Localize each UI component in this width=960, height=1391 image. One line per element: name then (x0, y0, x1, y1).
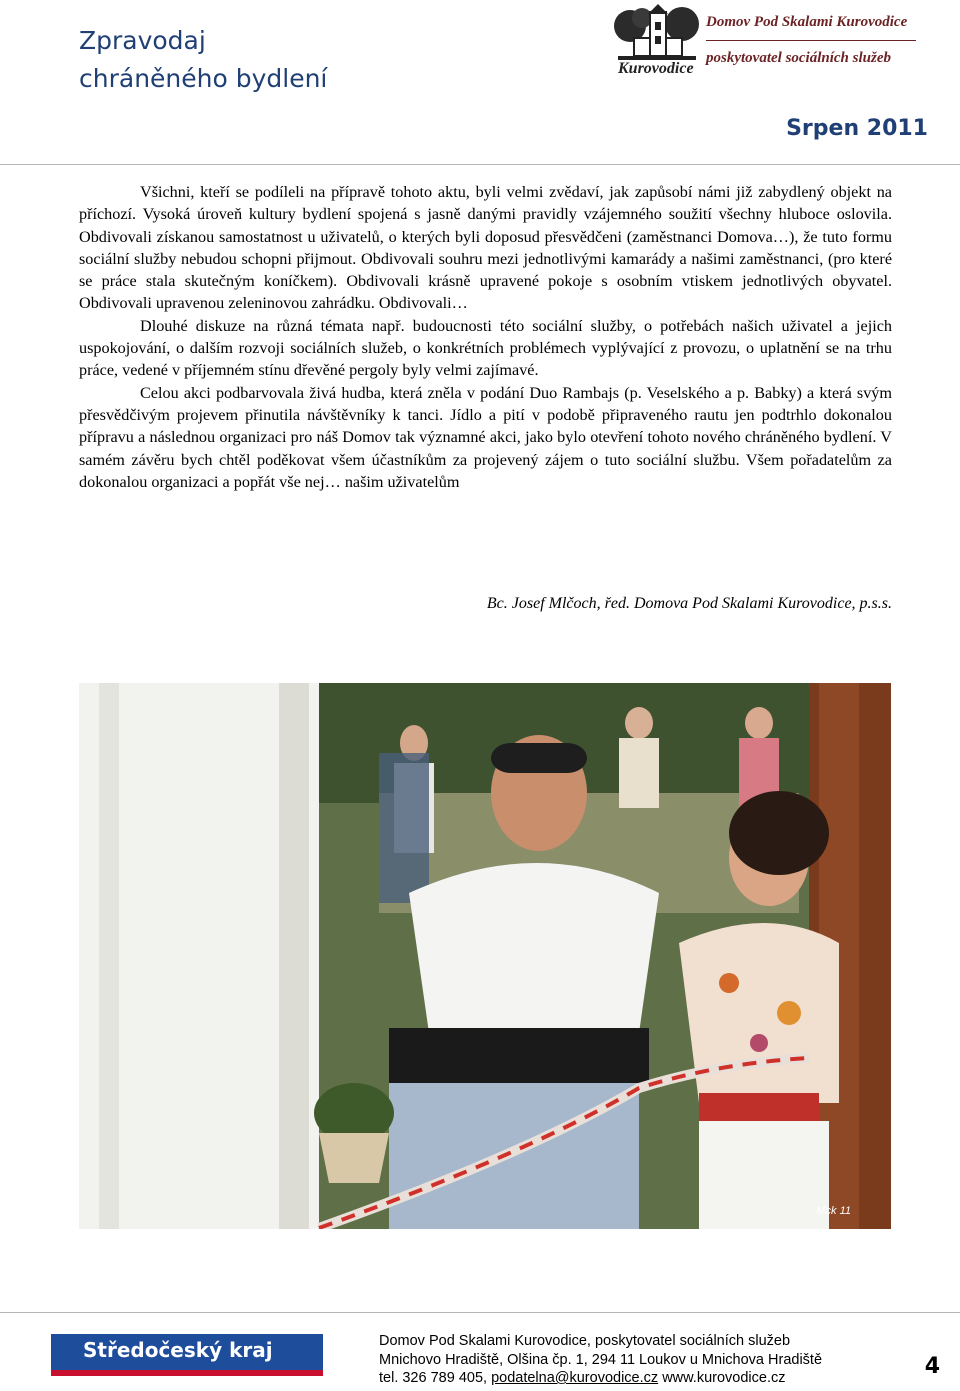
ribbon-cutting-photo (79, 683, 891, 1229)
footer-email-link[interactable]: podatelna@kurovodice.cz (491, 1370, 659, 1386)
article-paragraph-3: Celou akci podbarvovala živá hudba, která zněla v podání Duo Rambajs (p. Veselského a p. Babky) a která svým přesvědčivým projevem přinutila návštěvníky k tanci. Jídlo a pití v podobě připraveného rautu jen podtrhlo dokonalou přípravu a následnou organizaci pro náš Domov tak významné akci, jako bylo otevření tohoto nového chráněného bydlení. V samém závěru bych chtěl poděkovat všem účastníkům za projevený zájem o tuto sociální službu. Všem pořadatelům za dokonalou organizaci a popřát vše nej… našim uživatelům (79, 383, 892, 491)
article-paragraph-2: Dlouhé diskuze na různá témata např. budoucnosti této sociální služby, o potřebách našich uživatel a jejich uspokojování, o dalším rozvoji sociálních služeb, o konkrétních problémech vyplývající z provozu, o uplatnění se na trhu práce, vedené v příjemném stínu dřevěné pergoly byly velmi zajímavé. (79, 316, 892, 380)
page-number: 4 (924, 1354, 940, 1379)
footer-contact-line (379, 1369, 822, 1388)
logo-organization-subtitle: poskytovatel sociálních služeb (706, 50, 891, 66)
region-logo-stripe (51, 1370, 323, 1376)
logo-divider (706, 40, 916, 41)
article-paragraph-1: Všichni, kteří se podíleli na přípravě tohoto aktu, byli velmi zvědaví, jak zapůsobí námi již zabydlený objekt na příchozí. Vysoká úroveň kultury bydlení spojená s jasně danými pravidly vzájemného soužití všechny hluboce oslovila. Obdivovali získanou samostatnost u uživatelů, o kterých byli doposud přesvědčeni (zaměstnanci Domova…), že tuto formu sociální služby nebudou schopni přijmout. Obdivovali souhru mezi jednotlivými kamarády a našimi zaměstnanci, (pro které se práce stala skutečným koníčkem). Obdivovali krásně upravené pokoje s osobním vtiskem jednotlivých obyvatel. Obdivovali upravenou zeleninovou zahrádku. Obdivovali… (79, 183, 892, 313)
region-logo-text: Středočeský kraj (83, 1338, 273, 1362)
article-signature: Bc. Josef Mlčoch, řed. Domova Pod Skalami Kurovodice, p.s.s. (486, 595, 892, 612)
header-divider (0, 164, 960, 165)
photo-watermark: Mck 11 (816, 1205, 851, 1217)
footer-contact (379, 1332, 822, 1388)
footer-web-link[interactable]: www.kurovodice.cz (662, 1370, 786, 1386)
region-logo (51, 1334, 323, 1370)
logo-organization-name: Domov Pod Skalami Kurovodice (706, 14, 908, 30)
footer-divider (0, 1312, 960, 1313)
castle-tree-logo-icon (612, 4, 700, 82)
title-line-2: chráněného bydlení (79, 64, 328, 93)
article-body (79, 181, 892, 493)
footer-address: Mnichovo Hradiště, Olšina čp. 1, 294 11 Loukov u Mnichova Hradiště (379, 1351, 823, 1368)
issue-date: Srpen 2011 (786, 116, 928, 141)
title-line-1: Zpravodaj (79, 26, 206, 55)
footer-organization: Domov Pod Skalami Kurovodice, poskytovatel sociálních služeb (379, 1333, 791, 1349)
newsletter-title (79, 22, 327, 98)
logo-wordmark: Kurovodice (618, 60, 694, 77)
footer-phone: tel. 326 789 405, (379, 1370, 488, 1386)
organization-logo (608, 0, 918, 84)
